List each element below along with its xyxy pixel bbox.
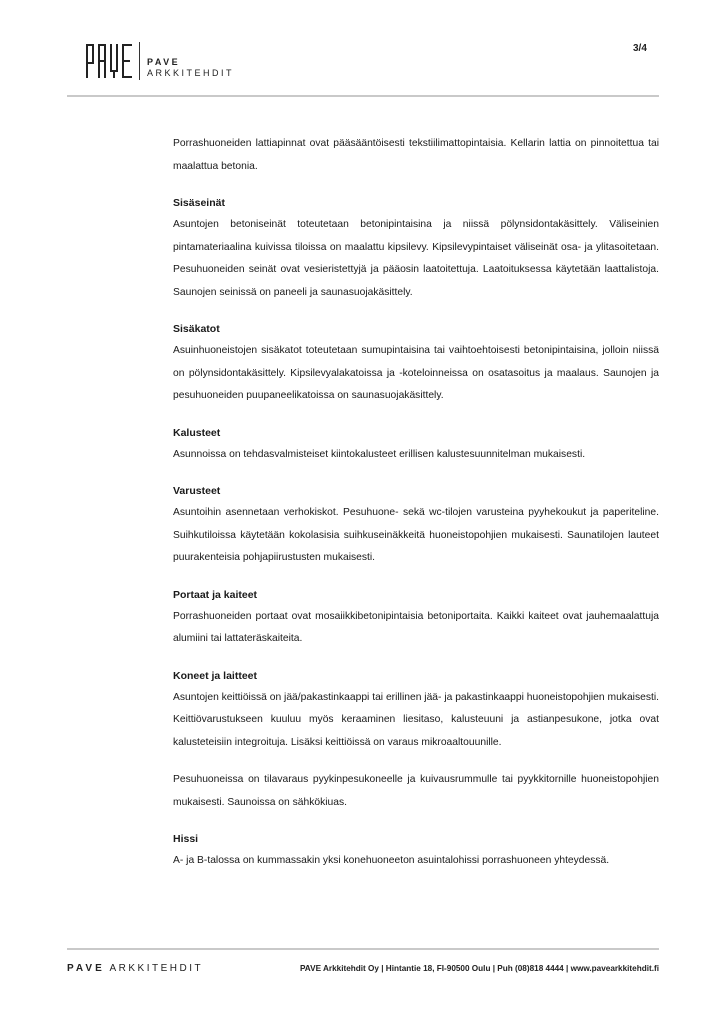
section-heading: Sisäseinät xyxy=(173,197,225,209)
section-varusteet xyxy=(173,480,659,570)
section-paragraph: Asuntojen keittiöissä on jää/pakastinkaappi tai erillinen jää- ja pakastinkaappi huoneistopohjien mukaisesti. Keittiövarustukseen kuuluu myös keraaminen liesitaso, kalusteuuni ja astianpesukone, jotka ovat kalusteteisiin integroituja. Lisäksi keittiöissä on varaus mikroaaltouunille. xyxy=(173,691,659,748)
section-koneet-ja-laitteet xyxy=(173,665,659,815)
section-kalusteet xyxy=(173,422,659,467)
section-heading: Sisäkatot xyxy=(173,323,220,335)
section-paragraph: Asuntoihin asennetaan verhokiskot. Pesuhuone- sekä wc-tilojen varusteina pyyhekoukut ja paperiteline. Suihkutiloissa käytetään kokolasisia suihkuseinäkkeitä huoneistopohjien mukaisesti. Saunatilojen lauteet puurakenteisia pohjapiirustusten mukaisesti. xyxy=(173,507,659,563)
header-divider xyxy=(67,95,659,97)
logo-divider xyxy=(139,42,140,80)
footer-divider xyxy=(67,948,659,950)
document-body xyxy=(173,133,659,873)
footer-brand-name: PAVE xyxy=(67,963,105,974)
section-heading: Varusteet xyxy=(173,485,221,497)
footer-contact-info: PAVE Arkkitehdit Oy | Hintantie 18, FI-90500 Oulu | Puh (08)818 4444 | www.pavearkkitehdit.fi xyxy=(299,964,659,973)
section-heading: Portaat ja kaiteet xyxy=(173,588,258,601)
section-paragraph: Pesuhuoneissa on tilavaraus pyykinpesukoneelle ja kuivausrummulle tai pyykkitornille huoneistopohjien mukaisesti. Saunoissa on sähkökiuas. xyxy=(173,774,659,808)
page-header xyxy=(0,0,726,100)
brand-name: PAVE xyxy=(147,57,181,67)
footer-brand-subtitle: ARKKITEHDIT xyxy=(109,963,204,974)
section-hissi xyxy=(173,828,659,873)
pave-logo-icon xyxy=(86,44,132,78)
page-number: 3/4 xyxy=(633,43,647,54)
section-sisakatot xyxy=(173,318,659,408)
brand-subtitle: ARKKITEHDIT xyxy=(147,68,235,78)
section-heading: Hissi xyxy=(173,833,199,845)
section-heading: Kalusteet xyxy=(173,426,221,439)
footer-brand xyxy=(67,963,203,974)
section-paragraph: Porrashuoneiden portaat ovat mosaiikkibetonipintaisia betoniportaita. Kaikki kaiteet ovat jauhemaalattuja alumiini tai lattateräskaiteita. xyxy=(173,610,659,644)
section-paragraph: Asunnoissa on tehdasvalmisteiset kiintokalusteet erillisen kalustesuunnitelman mukaisesti. xyxy=(173,448,586,460)
section-heading: Koneet ja laitteet xyxy=(173,669,258,682)
section-paragraph: Asuinhuoneistojen sisäkatot toteutetaan sumupintaisina tai vaihtoehtoisesti betonipintaisina, jolloin niissä on pölynsidontakäsittely. Kipsilevyalakatoissa ja -koteloinneissa on osatasoitus ja maalaus. Saunojen ja pesuhuoneiden puupaneelikatoissa on saunasuojakäsittely. xyxy=(173,345,659,401)
section-sisaseinat xyxy=(173,192,659,304)
section-portaat-ja-kaiteet xyxy=(173,584,659,651)
section-paragraph: Asuntojen betoniseinät toteutetaan betonipintaisina ja niissä pölynsidontakäsittely. Väliseinien pintamateriaalina kuivissa tiloissa on maalattu kipsilevy. Kipsilevypintaiset väliseinät osa- ja ylitasoitetaan. Pesuhuoneiden seinät ovat vesieristettyjä ja pääosin laatoitettuja. Laatoituksessa käytetään laattalistoja. Saunojen seinissä on paneeli ja saunasuojakäsittely. xyxy=(173,219,659,298)
section-paragraph: A- ja B-talossa on kummassakin yksi konehuoneeton asuintalohissi porrashuoneen yhteydessä. xyxy=(173,855,610,866)
intro-paragraph: Porrashuoneiden lattiapinnat ovat pääsääntöisesti tekstiilimattopintaisia. Kellarin lattia on pinnoitettua tai maalattua betonia. xyxy=(173,138,659,172)
